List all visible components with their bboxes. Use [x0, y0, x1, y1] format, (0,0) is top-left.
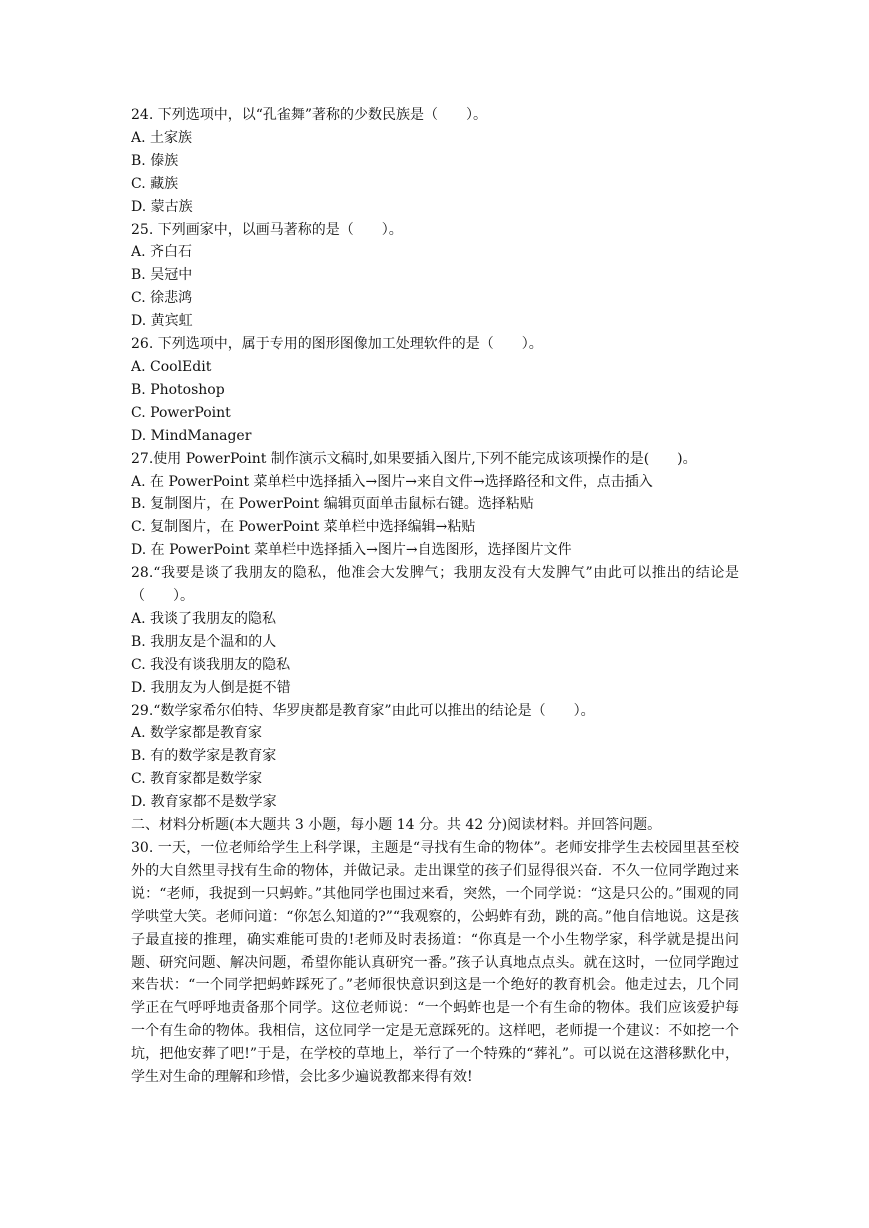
option-d: D. 教育家都不是数学家 — [131, 794, 277, 811]
option-d: D. MindManager — [131, 427, 252, 444]
option-d: D. 在 PowerPoint 菜单栏中选择插入→图片→自选图形，选择图片文件 — [131, 542, 572, 559]
option-b: B. 傣族 — [131, 152, 179, 169]
option-c: C. PowerPoint — [131, 404, 231, 421]
option-c: C. 徐悲鸿 — [131, 290, 193, 307]
option-a: A. 数学家都是教育家 — [131, 725, 263, 742]
option-d: D. 蒙古族 — [131, 198, 193, 215]
question-29 — [131, 700, 739, 815]
question-stem: 27.使用 PowerPoint 制作演示文稿时,如果要插入图片,下列不能完成该项操作的是( )。 — [131, 450, 697, 467]
option-a: A. CoolEdit — [131, 358, 212, 375]
option-a: A. 我谈了我朋友的隐私 — [131, 610, 277, 627]
document-page — [131, 104, 739, 1089]
option-c: C. 复制图片，在 PowerPoint 菜单栏中选择编辑→粘贴 — [131, 519, 476, 536]
option-b: B. 复制图片，在 PowerPoint 编辑页面单击鼠标右键。选择粘贴 — [131, 496, 534, 513]
option-d: D. 我朋友为人倒是挺不错 — [131, 679, 291, 696]
question-stem: 28.“我要是谈了我朋友的隐私，他准会大发脾气；我朋友没有大发脾气”由此可以推出的结论是（ ）。 — [131, 565, 739, 605]
option-d: D. 黄宾虹 — [131, 313, 193, 330]
option-b: B. 吴冠中 — [131, 267, 193, 284]
question-24 — [131, 104, 739, 219]
option-c: C. 藏族 — [131, 175, 179, 192]
section-heading: 二、材料分析题(本大题共 3 小题，每小题 14 分。共 42 分)阅读材料。并回答问题。 — [131, 817, 662, 834]
question-stem: 26. 下列选项中，属于专用的图形图像加工处理软件的是（ ）。 — [131, 336, 543, 353]
option-b: B. 有的数学家是教育家 — [131, 748, 277, 765]
question-26 — [131, 333, 739, 448]
option-a: A. 在 PowerPoint 菜单栏中选择插入→图片→来自文件→选择路径和文件，点击插入 — [131, 473, 653, 490]
option-a: A. 土家族 — [131, 129, 193, 146]
question-stem: 24. 下列选项中，以“孔雀舞”著称的少数民族是（ ）。 — [131, 107, 488, 123]
material-passage: 30. 一天，一位老师给学生上科学课，主题是“寻找有生命的物体”。老师安排学生去校园里甚至校外的大自然里寻找有生命的物体，并做记录。走出课堂的孩子们显得很兴奋．不久一位同学跑过来说：“老师，我捉到一只蚂蚱。”其他同学也围过来看，突然，一个同学说：“这是只公的。”围观的同学哄堂大笑。老师问道：“你怎么知道的?”“我观察的，公蚂蚱有劲，跳的高。”他自信地说。这是孩子最直接的推理，确实难能可贵的!老师及时表扬道：“你真是一个小生物学家，科学就是提出问题、研究问题、解决问题，希望你能认真研究一番。”孩子认真地点点头。就在这时，一位同学跑过来告状：“一个同学把蚂蚱踩死了。”老师很快意识到这是一个绝好的教育机会。他走过去，几个同学正在气呼呼地责备那个同学。这位老师说：“一个蚂蚱也是一个有生命的物体。我们应该爱护每一个有生命的物体。我相信，这位同学一定是无意踩死的。这样吧，老师提一个建议：不如挖一个坑，把他安葬了吧!”于是，在学校的草地上，举行了一个特殊的“葬礼”。可以说在这潜移默化中，学生对生命的理解和珍惜，会比多少遍说教都来得有效! — [131, 840, 739, 1086]
option-b: B. Photoshop — [131, 381, 225, 398]
question-27 — [131, 448, 739, 563]
option-c: C. 教育家都是数学家 — [131, 771, 263, 788]
question-28 — [131, 562, 739, 699]
option-b: B. 我朋友是个温和的人 — [131, 633, 277, 650]
question-25 — [131, 219, 739, 334]
question-stem: 29.“数学家希尔伯特、华罗庚都是教育家”由此可以推出的结论是（ ）。 — [131, 702, 595, 719]
question-stem: 25. 下列画家中，以画马著称的是（ ）。 — [131, 221, 403, 238]
option-c: C. 我没有谈我朋友的隐私 — [131, 656, 291, 673]
option-a: A. 齐白石 — [131, 244, 193, 261]
